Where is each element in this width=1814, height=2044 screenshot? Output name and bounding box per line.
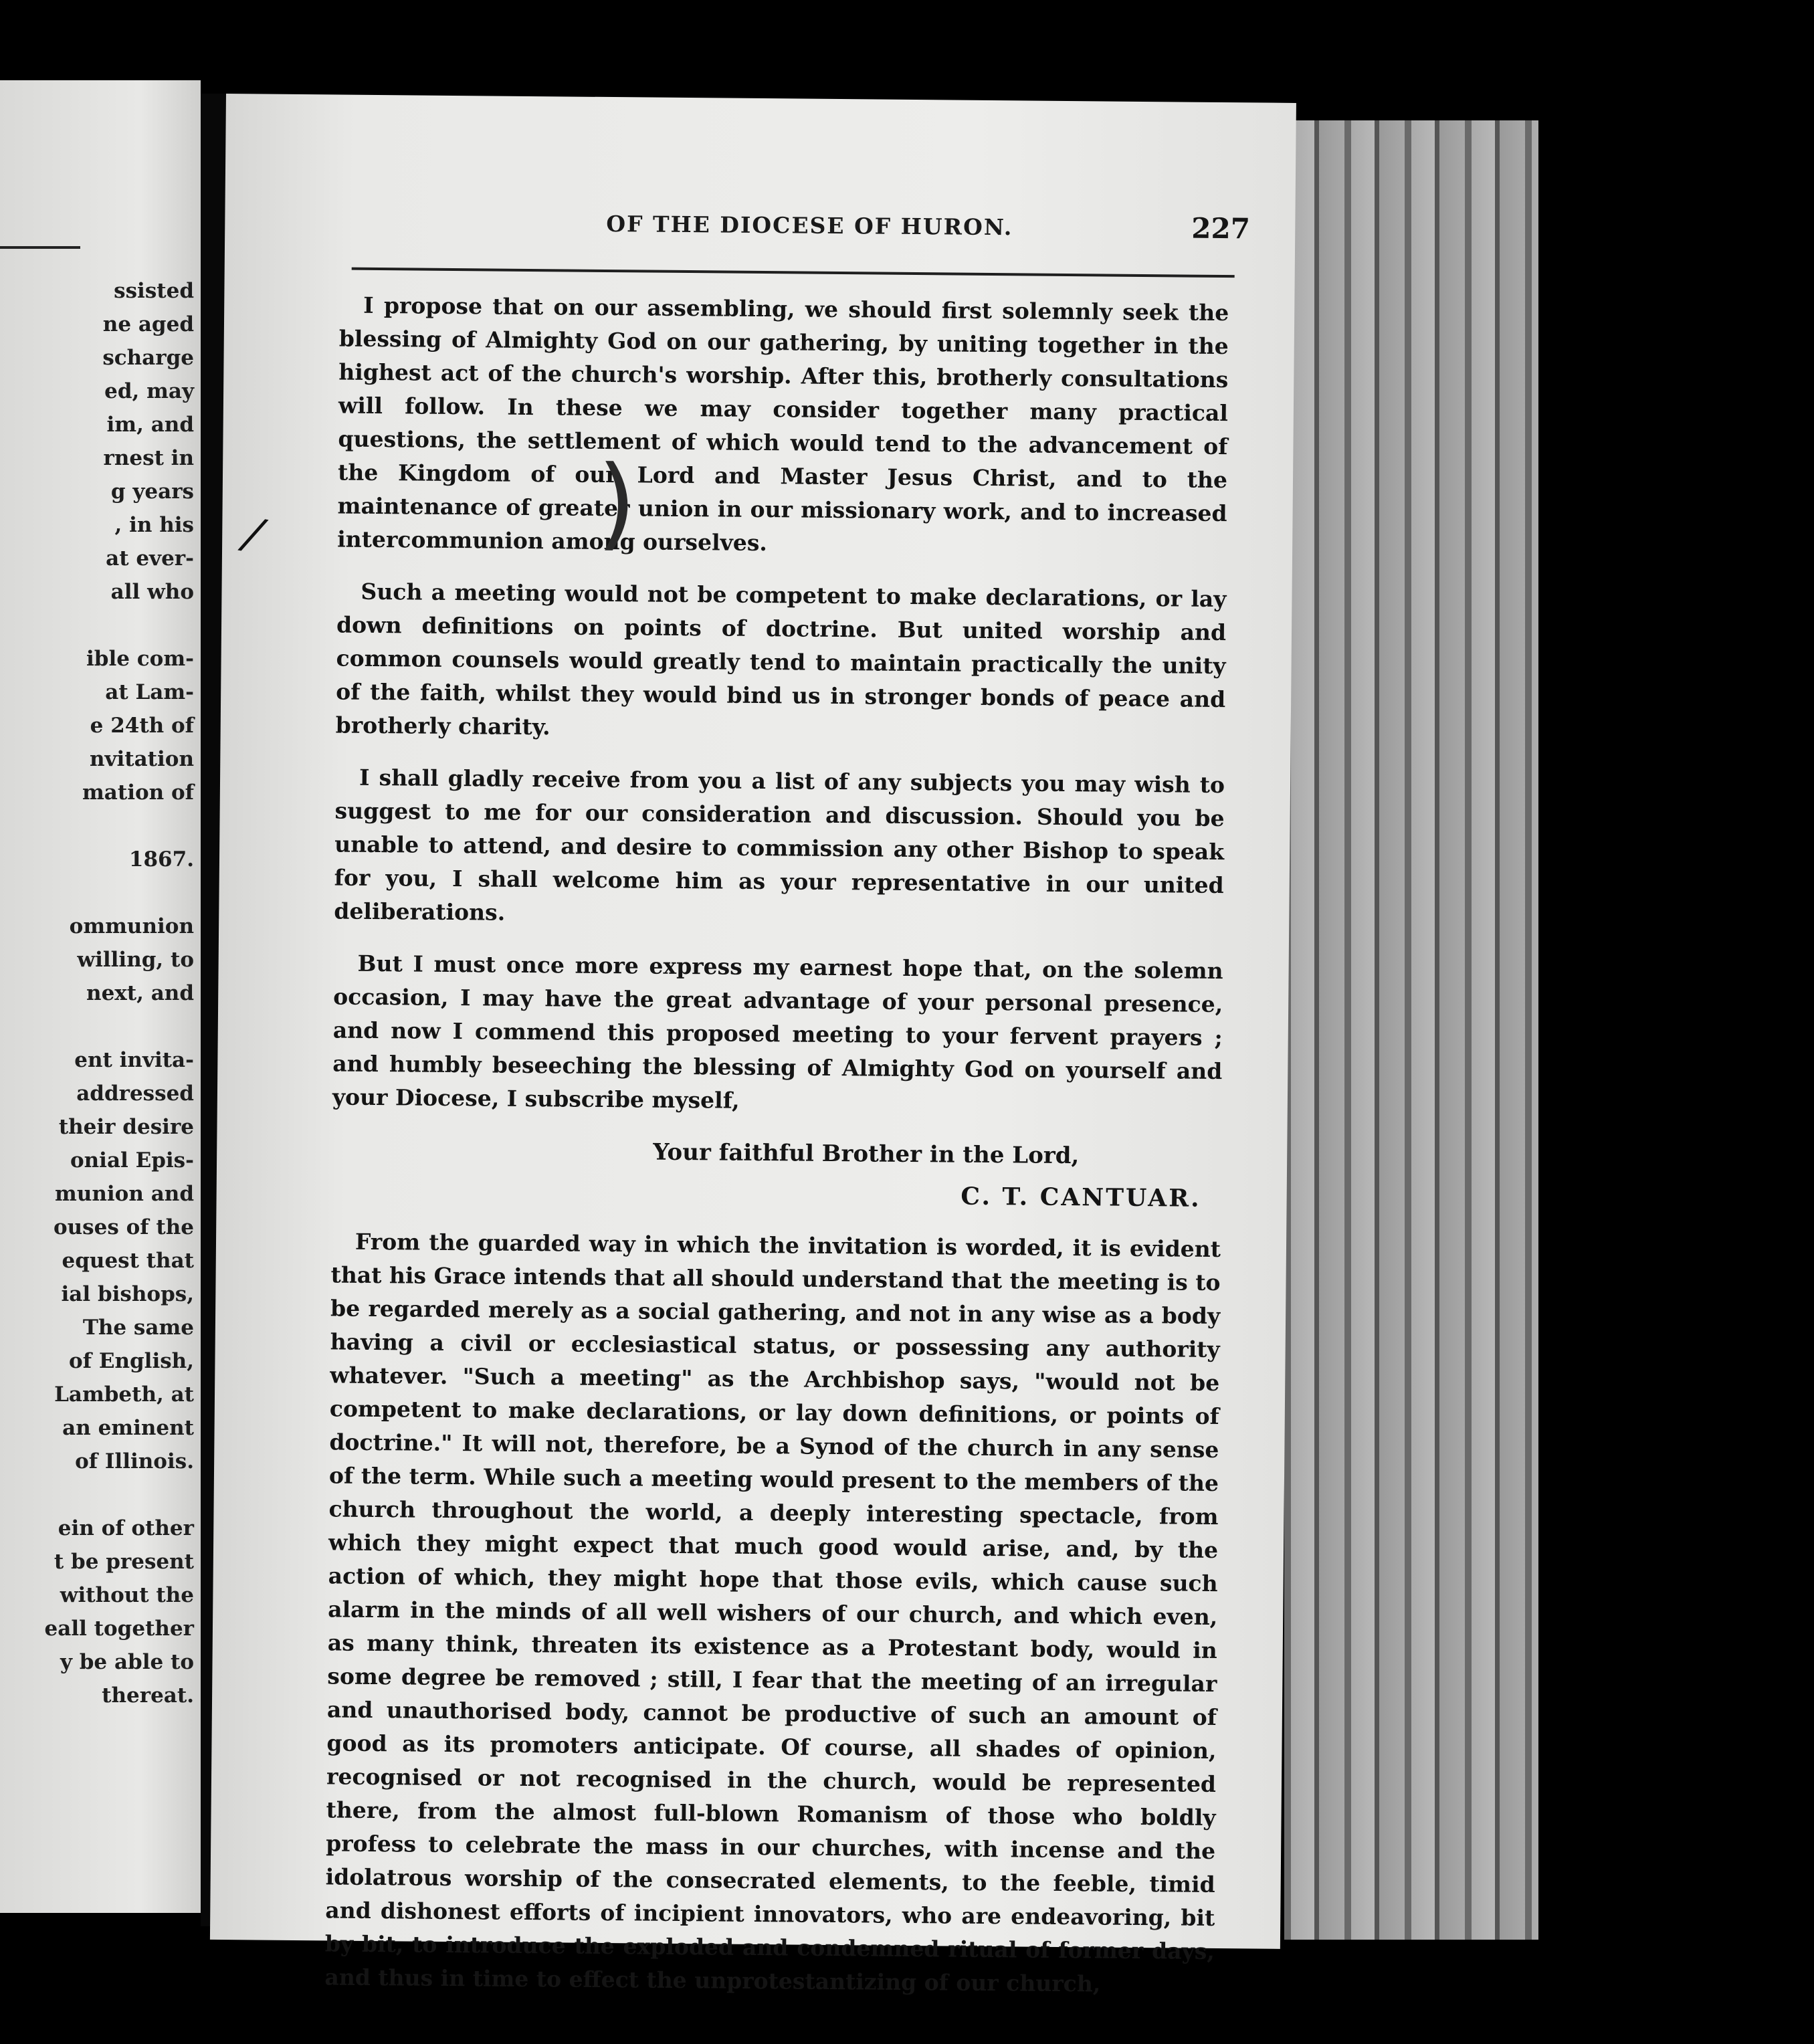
left-page-line: Lambeth, at: [54, 1383, 194, 1407]
left-page-line: t be present: [54, 1550, 194, 1574]
left-page-line: [0, 609, 194, 642]
left-page-rule: [0, 246, 80, 249]
right-page: [210, 94, 1296, 1997]
left-page-line: all who: [110, 580, 194, 604]
paragraph-3: I shall gladly receive from you a list of any subjects you may wish to suggest to me for our consideration and discussion. Should you be unable to attend, and desire to commission any other Bishop to speak for you, I shall welcome him as your representative in our united deliberations.: [334, 764, 1225, 926]
running-title: OF THE DIOCESE OF HURON.: [606, 210, 1013, 241]
left-page-line: ial bishops,: [61, 1282, 194, 1306]
left-page-line: ssisted: [114, 279, 194, 303]
left-page-line: willing, to: [77, 948, 194, 972]
page-number: 227: [1191, 211, 1251, 245]
left-page-line: [0, 876, 194, 910]
left-page-line: nvitation: [89, 747, 194, 771]
left-page-line: ent invita-: [74, 1048, 194, 1072]
left-page-line: mation of: [82, 781, 194, 805]
handwritten-bracket-icon: ): [596, 444, 637, 562]
left-page-line: an eminent: [62, 1416, 194, 1440]
letter-signature: C. T. CANTUAR.: [961, 1182, 1201, 1213]
left-page-line: ed, may: [104, 379, 194, 403]
left-page-line: g years: [110, 480, 194, 504]
left-page-line: [0, 1010, 194, 1043]
left-page-line: ible com-: [86, 647, 194, 671]
left-page-line: onial Epis-: [70, 1148, 194, 1172]
left-page-line: scharge: [102, 346, 194, 370]
left-page-line: y be able to: [60, 1650, 194, 1674]
left-page-line: of English,: [69, 1349, 194, 1373]
left-page-line: thereat.: [102, 1683, 194, 1708]
left-page: [0, 80, 201, 1913]
left-page-line: im, and: [106, 413, 194, 437]
page-edges-stack: [1284, 120, 1538, 1940]
left-page-line: The same: [82, 1316, 194, 1340]
left-page-line: equest that: [62, 1249, 194, 1273]
header-rule: [352, 268, 1235, 278]
left-page-line: munion and: [55, 1182, 194, 1206]
left-page-line: ouses of the: [53, 1215, 194, 1239]
left-page-line: eall together: [44, 1617, 194, 1641]
left-page-line: ne aged: [102, 312, 194, 336]
left-page-line: [0, 1478, 194, 1512]
left-page-line: , in his: [114, 513, 194, 537]
left-page-line: of Illinois.: [75, 1449, 194, 1473]
paragraph-2: Such a meeting would not be competent to make declarations, or lay down definitions on points of doctrine. But united worship and common counsels would greatly tend to maintain practically the unity of the faith, whilst they would bind us in stronger bonds of peace and brotherly charity.: [335, 578, 1227, 740]
paragraph-1: I propose that on our assembling, we should first solemnly seek the blessing of Almighty God on our gathering, by uniting together in the highest act of the church's worship. After this, brotherly consultations will follow. In these we may consider together many practical questions, the settlement of which would tend to the advancement of the Kingdom of our Lord and Master Jesus Christ, and to the maintenance of greater union in our missionary work, and to increased intercommunion among ourselves.: [337, 292, 1229, 556]
left-page-line: next, and: [86, 981, 194, 1005]
left-page-line: ein of other: [58, 1516, 194, 1540]
left-page-line: at Lam-: [105, 680, 194, 704]
left-page-line: [0, 809, 194, 843]
left-page-line: at ever-: [106, 546, 194, 571]
running-head: [225, 207, 1251, 256]
left-page-line: without the: [60, 1583, 194, 1607]
left-page-line: ommunion: [69, 914, 194, 938]
left-page-line: addressed: [76, 1082, 194, 1106]
margin-pencil-mark-icon: ⁄: [243, 508, 262, 564]
left-page-line: e 24th of: [90, 714, 194, 738]
letter-body: [324, 288, 1229, 2021]
letter-closing: Your faithful Brother in the Lord,: [653, 1138, 1080, 1170]
left-page-line: their desire: [58, 1115, 194, 1139]
left-page-line: 1867.: [128, 847, 194, 872]
left-page-text: [0, 274, 194, 1712]
paragraph-4: But I must once more express my earnest hope that, on the solemn occasion, I may have the great advantage of your personal presence, and now I commend this proposed meeting to your fervent prayers ; and humbly beseeching the blessing of Almighty God on yourself and your Diocese, I subscribe myself,: [332, 950, 1223, 1114]
left-page-line: rnest in: [103, 446, 194, 470]
paragraph-commentary: From the guarded way in which the invitation is worded, it is evident that his Grace intends that all should understand that the meeting is to be regarded merely as a social gathering, and not in any wise as a body having a civil or ecclesiastical status, or possessing any authority whatever. "Such a meeting" as the Archbishop says, "would not be competent to make declarations, or lay down definitions, or points of doctrine." It will not, therefore, be a Synod of the church in any sense of the term. While such a meeting would present to the members of the church throughout the world, a deeply interesting spectacle, from which they might expect that much good would arise, and, by the action of which, they might hope that those evils, which cause such alarm in the minds of all well wishers of our church, and which even, as many think, threaten its existence as a Protestant body, would in some degree be removed ; still, I fear that the meeting of an irregular and unauthorised body, cannot be productive of such an amount of good as its promoters anticipate. Of course, all shades of opinion, recognised or not recognised in the church, would be represented there, from the almost full-blown Romanism of those who boldly profess to celebrate the mass in our churches, with incense and the idolatrous worship of the consecrated elements, to the feeble, timid and dishonest efforts of incipient innovators, who are endeavoring, bit by bit, to introduce the exploded and condemned ritual of former days, and thus in time to effect the unprotestantizing of our church,: [324, 1228, 1221, 1997]
